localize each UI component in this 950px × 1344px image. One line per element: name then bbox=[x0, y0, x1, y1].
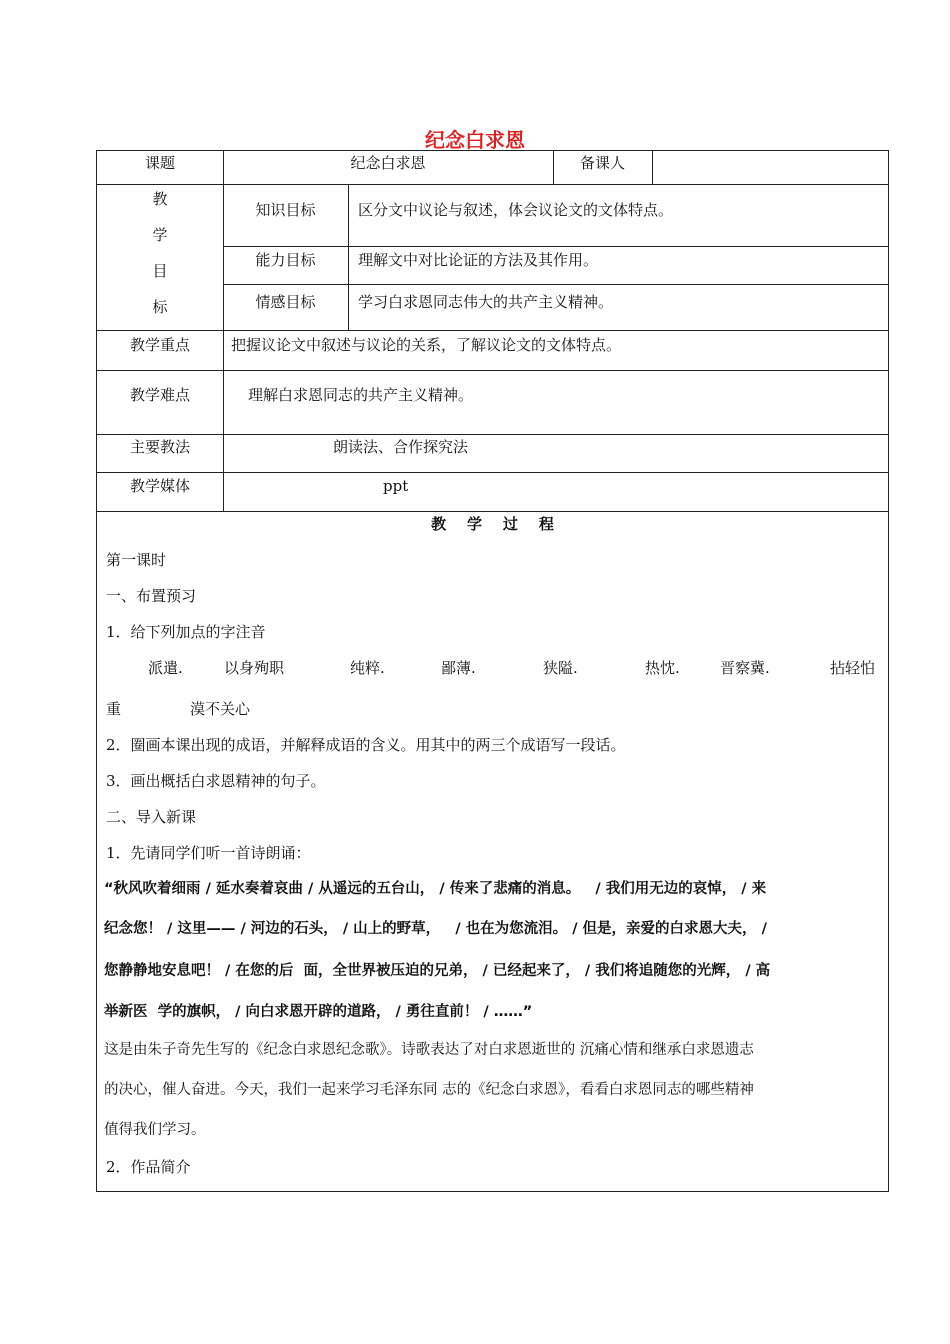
word-item: 纯粹. bbox=[350, 659, 385, 677]
process-line: 一、布置预习 bbox=[106, 587, 197, 605]
word-item: 鄙薄. bbox=[441, 659, 476, 677]
preparer-label: 备课人 bbox=[579, 154, 625, 172]
intro-paragraph-line: 的决心，催人奋进。今天，我们一起来学习毛泽东同 志的《纪念白求恩》，看看白求恩同志的哪些精神 bbox=[104, 1082, 754, 1098]
word-item: 狭隘. bbox=[543, 659, 578, 677]
process-line: 1．给下列加点的字注音 bbox=[106, 623, 266, 641]
key-points-label: 教学重点 bbox=[129, 336, 190, 354]
grid-line bbox=[97, 511, 888, 512]
grid-line bbox=[97, 370, 888, 371]
ability-goal-label: 能力目标 bbox=[255, 251, 316, 269]
objectives-label-char: 学 bbox=[152, 226, 168, 244]
media-value: ppt bbox=[383, 477, 409, 495]
word-item: 重 bbox=[106, 700, 122, 718]
objectives-label-char: 目 bbox=[152, 262, 168, 280]
word-item: 派遣. bbox=[148, 659, 183, 677]
methods-value: 朗读法、合作探究法 bbox=[333, 438, 469, 456]
poem-line: “秋风吹着细雨 / 延水奏着哀曲 / 从遥远的五台山， / 传来了悲痛的消息。 / 我们用无边的哀悼， / 来 bbox=[104, 881, 767, 897]
emotion-goal-value: 学习白求恩同志伟大的共产主义精神。 bbox=[358, 293, 614, 311]
ability-goal-value: 理解文中对比论证的方法及其作用。 bbox=[358, 251, 599, 269]
word-item: 晋察冀. bbox=[720, 659, 770, 677]
grid-line bbox=[97, 472, 888, 473]
grid-line bbox=[223, 246, 888, 247]
word-item: 以身殉职 bbox=[224, 659, 285, 677]
difficulties-value: 理解白求恩同志的共产主义精神。 bbox=[248, 386, 474, 404]
poem-line: 纪念您！ / 这里—— / 河边的石头， / 山上的野草， / 也在为您流泪。 / 但是，亲爱的白求恩大夫， / bbox=[104, 921, 767, 937]
grid-line bbox=[97, 434, 888, 435]
process-line: 第一课时 bbox=[106, 551, 167, 569]
emotion-goal-label: 情感目标 bbox=[255, 293, 316, 311]
poem-line: 您静静地安息吧！ / 在您的后 面，全世界被压迫的兄弟， / 已经起来了， / 我们将追随您的光辉， / 高 bbox=[104, 963, 771, 979]
knowledge-goal-label: 知识目标 bbox=[255, 201, 316, 219]
grid-line bbox=[223, 284, 888, 285]
word-item: 热忱. bbox=[645, 659, 680, 677]
process-heading: 教 学 过 程 bbox=[431, 515, 554, 533]
grid-line bbox=[652, 151, 653, 184]
key-points-value: 把握议论文中叙述与议论的关系，了解议论文的文体特点。 bbox=[231, 336, 622, 354]
media-label: 教学媒体 bbox=[129, 477, 190, 495]
objectives-label-char: 教 bbox=[152, 190, 168, 208]
grid-line bbox=[97, 184, 888, 185]
objectives-label-char: 标 bbox=[152, 298, 168, 316]
knowledge-goal-value: 区分文中议论与叙述，体会议论文的文体特点。 bbox=[358, 201, 674, 219]
process-line: 2．作品简介 bbox=[106, 1158, 191, 1176]
grid-line bbox=[348, 184, 349, 330]
process-line: 3．画出概括白求恩精神的句子。 bbox=[106, 772, 326, 790]
subject-label: 课题 bbox=[144, 154, 175, 172]
grid-line bbox=[97, 330, 888, 331]
word-item: 漠不关心 bbox=[190, 700, 251, 718]
poem-line: 举新医 学的旗帜， / 向白求恩开辟的道路， / 勇往直前！ / ……” bbox=[104, 1004, 533, 1020]
subject-value: 纪念白求恩 bbox=[350, 154, 426, 172]
intro-paragraph-line: 这是由朱子奇先生写的《纪念白求恩纪念歌》。诗歌表达了对白求恩逝世的 沉痛心情和继承白求恩遗志 bbox=[104, 1042, 754, 1058]
process-line: 二、导入新课 bbox=[106, 808, 197, 826]
process-line: 1．先请同学们听一首诗朗诵： bbox=[106, 844, 311, 862]
difficulties-label: 教学难点 bbox=[129, 386, 190, 404]
document-title: 纪念白求恩 bbox=[425, 128, 525, 152]
word-item: 拈轻怕 bbox=[830, 659, 876, 677]
intro-paragraph-line: 值得我们学习。 bbox=[104, 1122, 206, 1138]
methods-label: 主要教法 bbox=[129, 438, 190, 456]
process-line: 2．圈画本课出现的成语，并解释成语的含义。用其中的两三个成语写一段话。 bbox=[106, 736, 626, 754]
